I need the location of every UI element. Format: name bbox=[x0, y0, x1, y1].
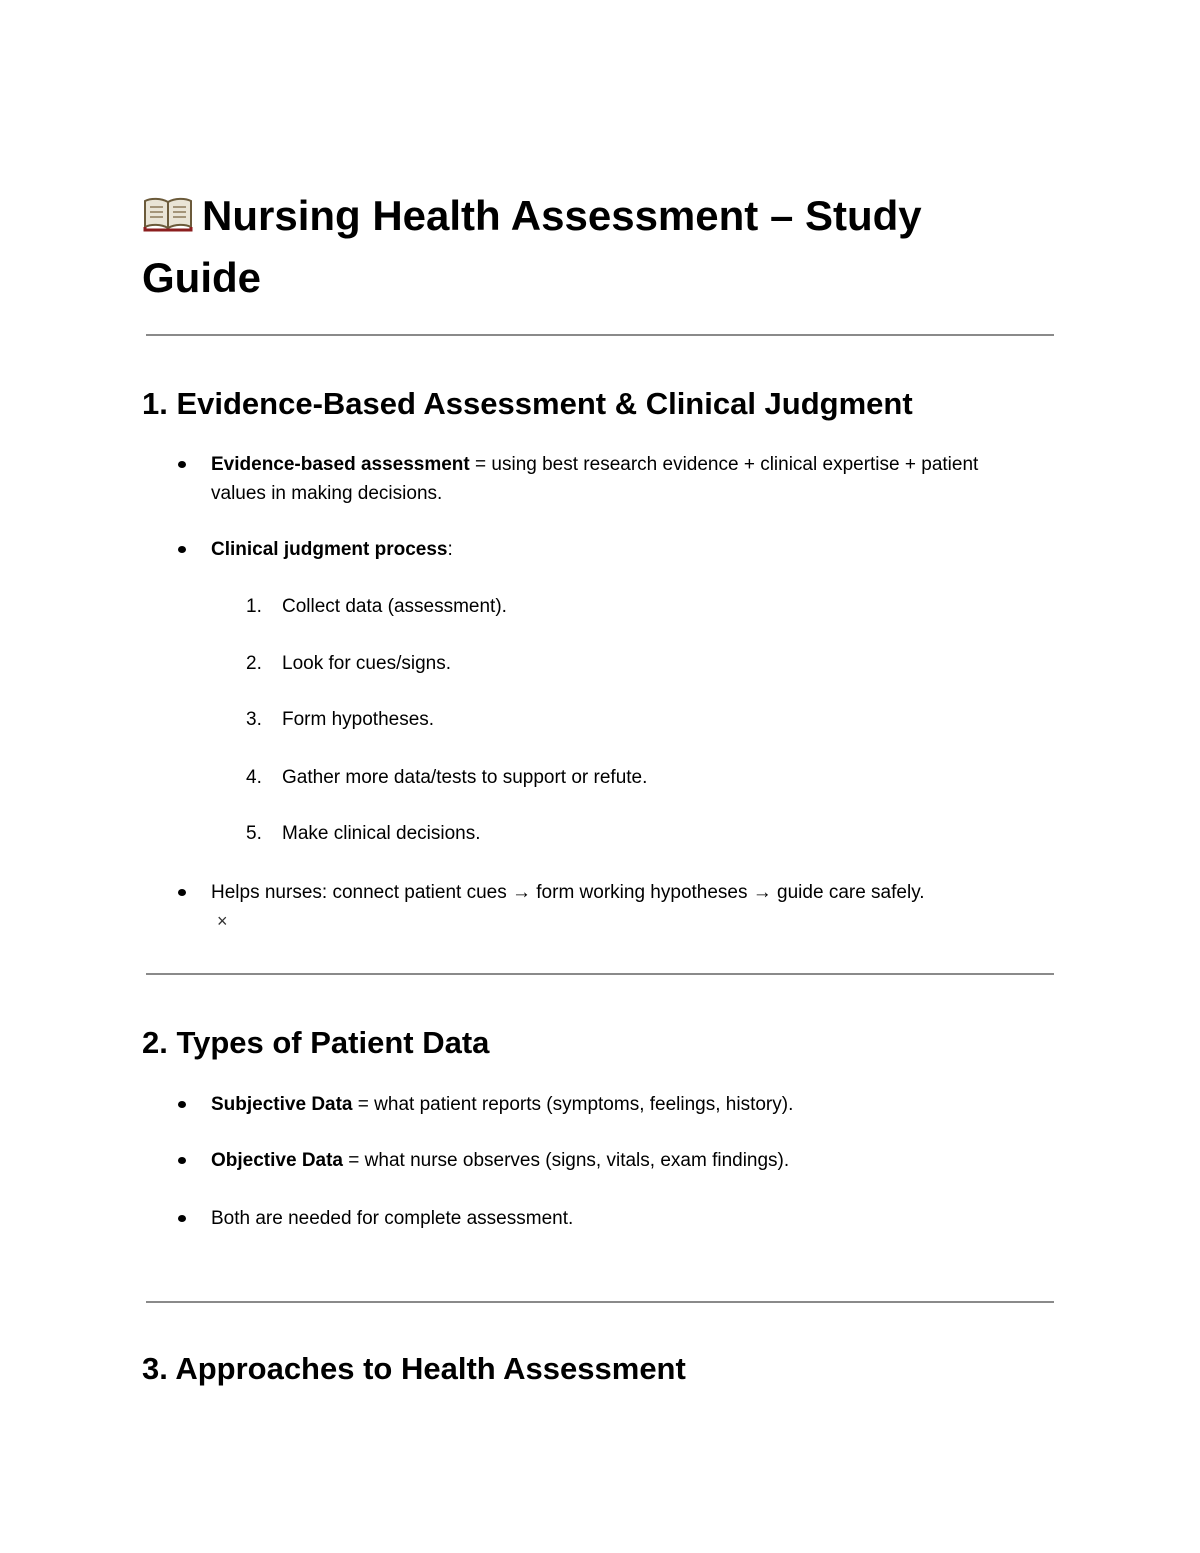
list-item-text: Both are needed for complete assessment. bbox=[211, 1208, 574, 1229]
section-heading: 2. Types of Patient Data bbox=[142, 1025, 490, 1060]
section-heading: 3. Approaches to Health Assessment bbox=[142, 1351, 686, 1386]
step-number: 3. bbox=[246, 709, 262, 730]
numbered-step bbox=[246, 705, 434, 734]
step-number: 1. bbox=[246, 596, 262, 617]
numbered-step bbox=[246, 763, 647, 792]
step-text: Make clinical decisions. bbox=[282, 823, 481, 844]
list-item bbox=[211, 1146, 1031, 1175]
term-bold: Clinical judgment process bbox=[211, 539, 448, 560]
step-text: Form hypotheses. bbox=[282, 709, 435, 730]
step-number: 4. bbox=[246, 767, 262, 788]
step-text: Gather more data/tests to support or refute. bbox=[282, 767, 648, 788]
horizontal-divider bbox=[146, 334, 1054, 336]
horizontal-divider bbox=[146, 973, 1054, 975]
step-number: 5. bbox=[246, 823, 262, 844]
list-item-text: Helps nurses: connect patient cues → form working hypotheses → guide care safely. bbox=[211, 882, 925, 903]
term-bold: Objective Data bbox=[211, 1150, 343, 1171]
list-item bbox=[211, 1090, 1031, 1119]
numbered-step bbox=[246, 649, 451, 678]
list-item bbox=[211, 1204, 1031, 1233]
horizontal-divider bbox=[146, 1301, 1054, 1303]
list-item bbox=[211, 878, 1031, 936]
definition-text: = what nurse observes (signs, vitals, exam findings). bbox=[343, 1150, 790, 1171]
cross-mark: × bbox=[217, 911, 228, 931]
term-bold: Evidence-based assessment bbox=[211, 454, 470, 475]
list-item bbox=[211, 535, 1031, 564]
numbered-step bbox=[246, 819, 481, 848]
step-number: 2. bbox=[246, 653, 262, 674]
section-heading: 1. Evidence-Based Assessment & Clinical Judgment bbox=[142, 386, 913, 421]
definition-text: : bbox=[447, 539, 453, 560]
list-item bbox=[211, 450, 1031, 508]
page-title bbox=[142, 186, 1042, 308]
term-bold: Subjective Data bbox=[211, 1094, 353, 1115]
definition-text: = what patient reports (symptoms, feelings, history). bbox=[352, 1094, 794, 1115]
step-text: Look for cues/signs. bbox=[282, 653, 451, 674]
page-title-text: Nursing Health Assessment – Study Guide bbox=[142, 192, 922, 301]
numbered-step bbox=[246, 592, 507, 621]
step-text: Collect data (assessment). bbox=[282, 596, 507, 617]
open-book-icon bbox=[142, 188, 194, 248]
definition-text: = using best research evidence + clinical expertise + patient values in making decisions. bbox=[211, 454, 979, 504]
